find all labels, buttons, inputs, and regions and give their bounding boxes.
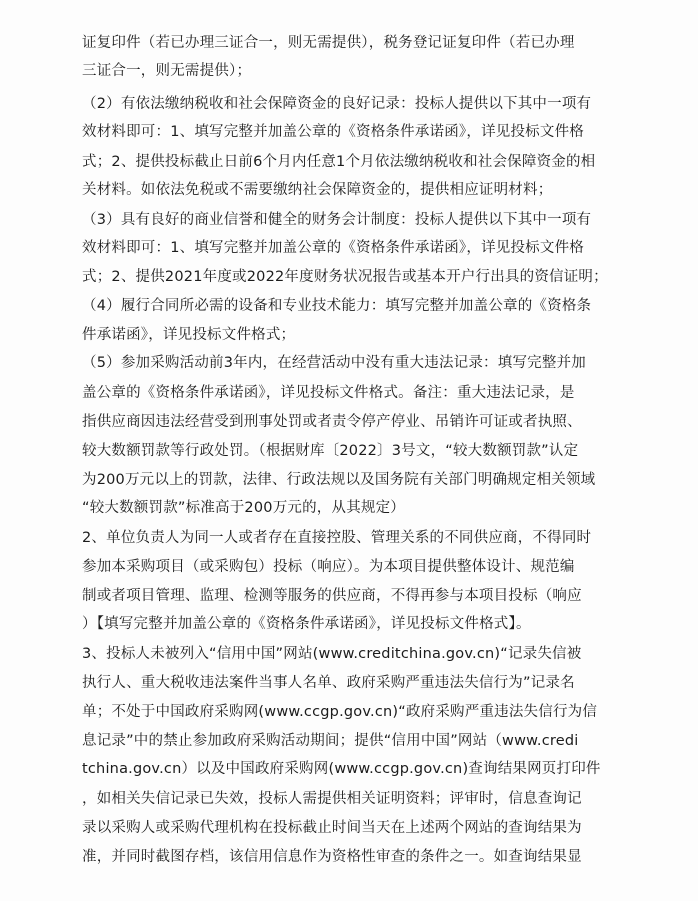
text-line: 效材料即可：1、填写完整并加盖公章的《资格条件承诺函》，详见投标文件格 [82,240,584,256]
text-line: 效材料即可：1、填写完整并加盖公章的《资格条件承诺函》，详见投标文件格 [82,124,584,140]
text-line: 三证合一，则无需提供）； [82,63,252,79]
text-line: 2、单位负责人为同一人或者存在直接控股、管理关系的不同供应商，不得同时 [82,530,592,546]
text-line: （4）履行合同所必需的设备和专业技术能力：填写完整并加盖公章的《资格条 [82,298,592,314]
text-line: 式；2、提供2021年度或2022年度财务状况报告或基本开户行出具的资信证明； [82,269,608,285]
text-line: 录以采购人或采购代理机构在投标截止时间当天在上述两个网站的查询结果为 [82,820,582,836]
text-line: 制或者项目管理、监理、检测等服务的供应商，不得再参与本项目投标（响应 [82,588,582,604]
text-line: （3）具有良好的商业信誉和健全的财务会计制度：投标人提供以下其中一项有 [82,212,592,228]
text-line: “较大数额罚款”标准高于200万元的，从其规定） [82,500,405,516]
text-line: 单；不处于中国政府采购网(www.ccgp.gov.cn)“政府采购严重违法失信行为信 [82,704,598,720]
text-line: 关材料。如依法免税或不需要缴纳社会保障资金的，提供相应证明材料； [82,182,553,198]
text-line: tchina.gov.cn）以及中国政府采购网(www.ccgp.gov.cn)查询结果网页打印件 [82,761,601,777]
text-line: 件承诺函》，详见投标文件格式； [82,327,296,343]
text-line: 较大数额罚款等行政处罚。（根据财库〔2022〕3号文，“较大数额罚款”认定 [82,443,579,459]
text-line: 盖公章的《资格条件承诺函》，详见投标文件格式。备注：重大违法记录，是 [82,385,575,401]
text-line: 准，并同时截图存档，该信用信息作为资格性审查的条件之一。如查询结果显 [82,849,582,865]
text-line: （2）有依法缴纳税收和社会保障资金的良好记录：投标人提供以下其中一项有 [82,96,592,112]
text-line: 息记录”中的禁止参加政府采购活动期间；提供“信用中国”网站（www.credi [82,733,579,749]
text-line: 指供应商因违法经营受到刑事处罚或者责令停产停业、吊销许可证或者执照、 [82,414,582,430]
text-line: 执行人、重大税收违法案件当事人名单、政府采购严重违法失信行为”记录名 [82,675,575,691]
text-line: ）【填写完整并加盖公章的《资格条件承诺函》，详见投标文件格式】。 [82,616,531,632]
text-line: （5）参加采购活动前3年内，在经营活动中没有重大违法记录：填写完整并加 [82,355,586,371]
text-line: 证复印件（若已办理三证合一，则无需提供），税务登记证复印件（若已办理 [82,35,575,51]
text-line: ，如相关失信记录已失效，投标人需提供相关证明资料；评审时，信息查询记 [82,791,582,807]
text-line: 为200万元以上的罚款，法律、行政法规以及国务院有关部门明确规定相关领域 [82,472,596,488]
text-line: 参加本采购项目（或采购包）投标（响应）。为本项目提供整体设计、规范编 [82,559,575,575]
text-line: 式；2、提供投标截止日前6个月内任意1个月依法缴纳税收和社会保障资金的相 [82,154,596,170]
text-line: 3、投标人未被列入“信用中国”网站(www.creditchina.gov.cn)“记录失信被 [82,646,582,662]
